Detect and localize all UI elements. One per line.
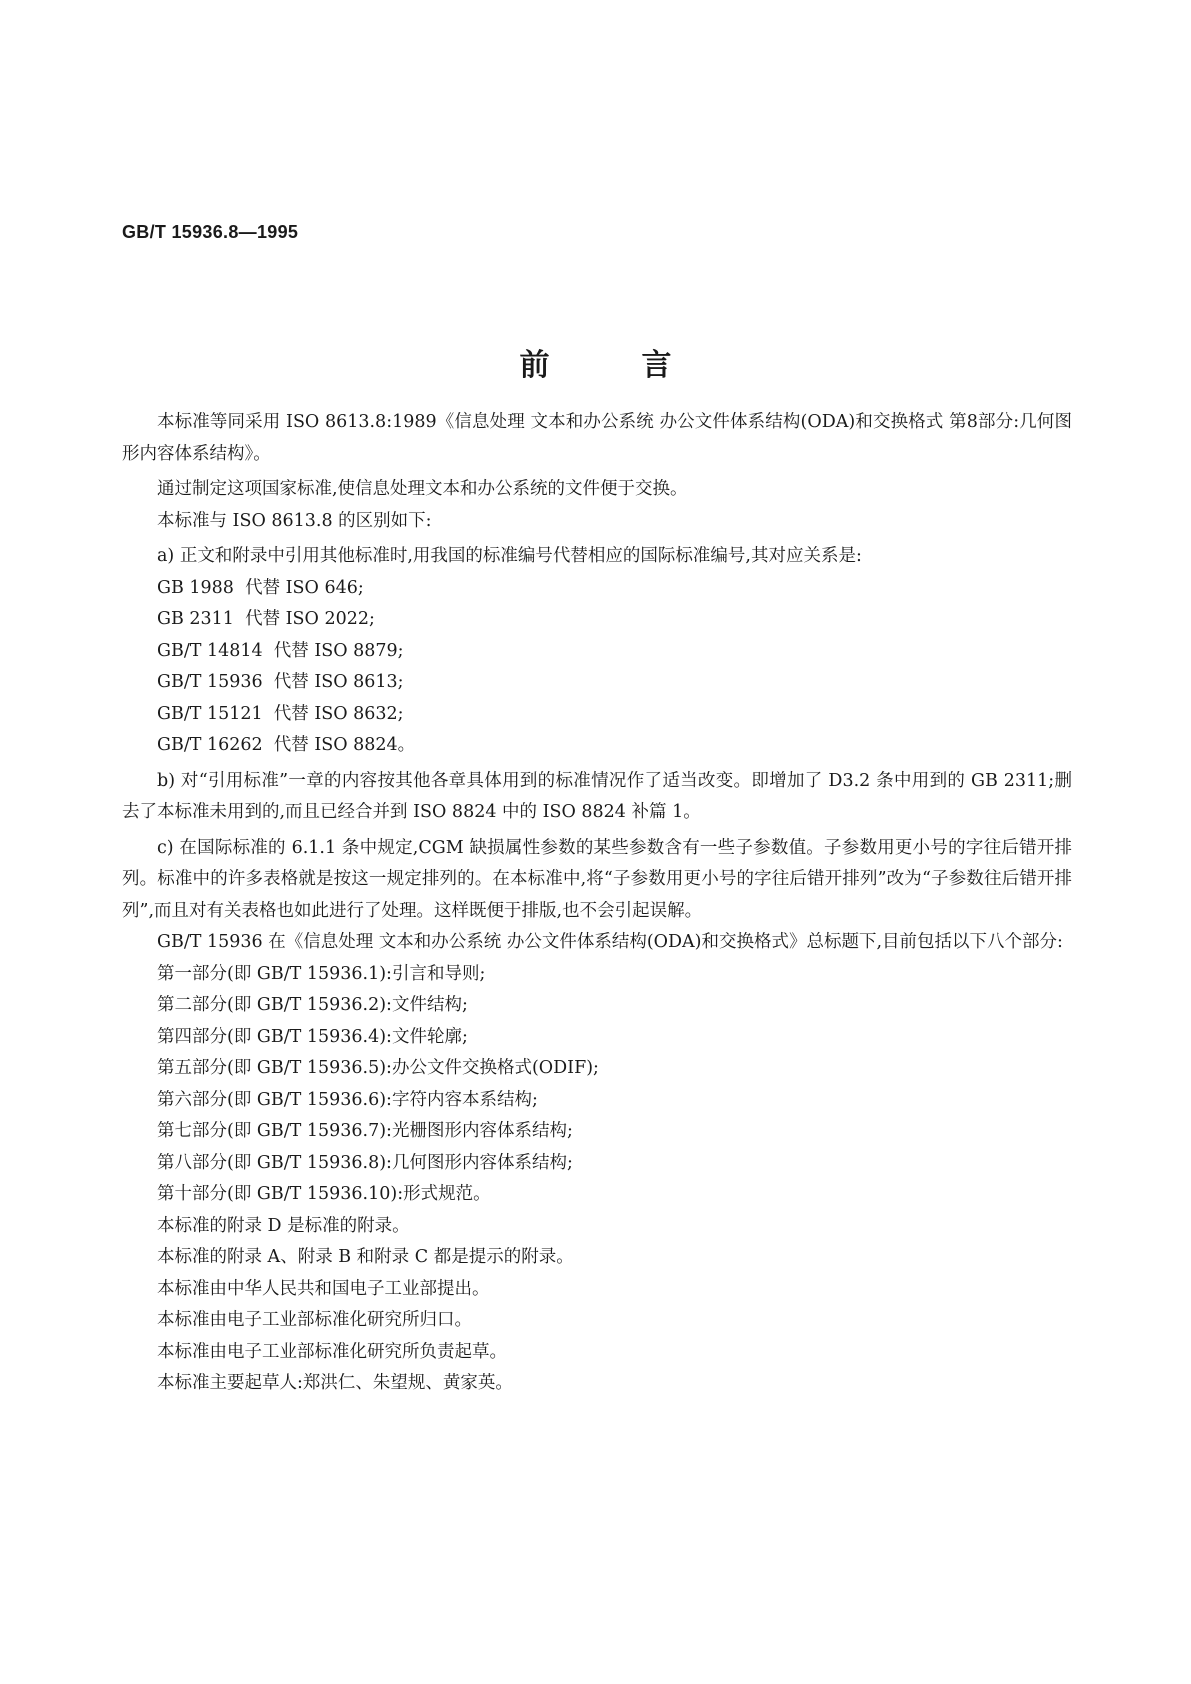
closing-statement: 本标准的附录 A、附录 B 和附录 C 都是提示的附录。	[157, 1247, 574, 1267]
series-intro: GB/T 15936 在《信息处理 文本和办公系统 办公文件体系结构(ODA)和交换格式》总标题下,目前包括以下八个部分:	[157, 932, 1063, 952]
replacement-line: GB/T 16262 代替 ISO 8824。	[157, 735, 416, 755]
difference-b: b) 对“引用标准”一章的内容按其他各章具体用到的标准情况作了适当改变。即增加了 D3.2 条中用到的 GB 2311;删去了本标准未用到的,而且已经合并到 ISO 8824 中的 ISO 8824 补篇 1。	[122, 770, 1072, 822]
closing-statement: 本标准由电子工业部标准化研究所负责起草。	[157, 1341, 507, 1362]
series-part: 第十部分(即 GB/T 15936.10):形式规范。	[157, 1184, 491, 1204]
replacement-line: GB/T 14814 代替 ISO 8879;	[157, 640, 404, 661]
foreword-body	[122, 407, 1072, 1400]
purpose-paragraph: 通过制定这项国家标准,使信息处理文本和办公系统的文件便于交换。	[157, 479, 688, 499]
closing-statement: 本标准的附录 D 是标准的附录。	[157, 1215, 410, 1236]
series-part: 第四部分(即 GB/T 15936.4):文件轮廓;	[157, 1026, 468, 1047]
page-title: 前言	[519, 348, 764, 383]
replacement-line: GB 1988 代替 ISO 646;	[157, 577, 364, 598]
differences-intro: 本标准与 ISO 8613.8 的区别如下:	[157, 510, 432, 531]
series-part: 第八部分(即 GB/T 15936.8):几何图形内容体系结构;	[157, 1152, 573, 1173]
series-part: 第五部分(即 GB/T 15936.5):办公文件交换格式(ODIF);	[157, 1058, 599, 1078]
replacement-line: GB 2311 代替 ISO 2022;	[157, 609, 375, 629]
replacement-line: GB/T 15936 代替 ISO 8613;	[157, 672, 404, 692]
series-part: 第六部分(即 GB/T 15936.6):字符内容本系结构;	[157, 1089, 538, 1110]
series-part: 第七部分(即 GB/T 15936.7):光栅图形内容体系结构;	[157, 1121, 573, 1141]
document-code-header: GB/T 15936.8—1995	[122, 222, 299, 242]
closing-statement: 本标准由电子工业部标准化研究所归口。	[157, 1310, 472, 1330]
difference-c: c) 在国际标准的 6.1.1 条中规定,CGM 缺损属性参数的某些参数含有一些子参数值。子参数用更小号的字往后错开排列。标准中的许多表格就是按这一规定排列的。在本标准中,将“子参数用更小号的字往后错开排列”改为“子参数往后错开排列”,而且对有关表格也如此进行了处理。这样既便于排版,也不会引起误解。	[122, 837, 1072, 921]
closing-statement: 本标准由中华人民共和国电子工业部提出。	[157, 1278, 490, 1299]
difference-a: a) 正文和附录中引用其他标准时,用我国的标准编号代替相应的国际标准编号,其对应关系是:	[157, 546, 862, 566]
series-part: 第二部分(即 GB/T 15936.2):文件结构;	[157, 995, 468, 1015]
series-part: 第一部分(即 GB/T 15936.1):引言和导则;	[157, 963, 486, 984]
closing-statement: 本标准主要起草人:郑洪仁、朱望规、黄家英。	[157, 1373, 513, 1393]
replacement-line: GB/T 15121 代替 ISO 8632;	[157, 703, 404, 724]
adoption-paragraph: 本标准等同采用 ISO 8613.8:1989《信息处理 文本和办公系统 办公文件体系结构(ODA)和交换格式 第8部分:几何图形内容体系结构》。	[122, 412, 1072, 464]
